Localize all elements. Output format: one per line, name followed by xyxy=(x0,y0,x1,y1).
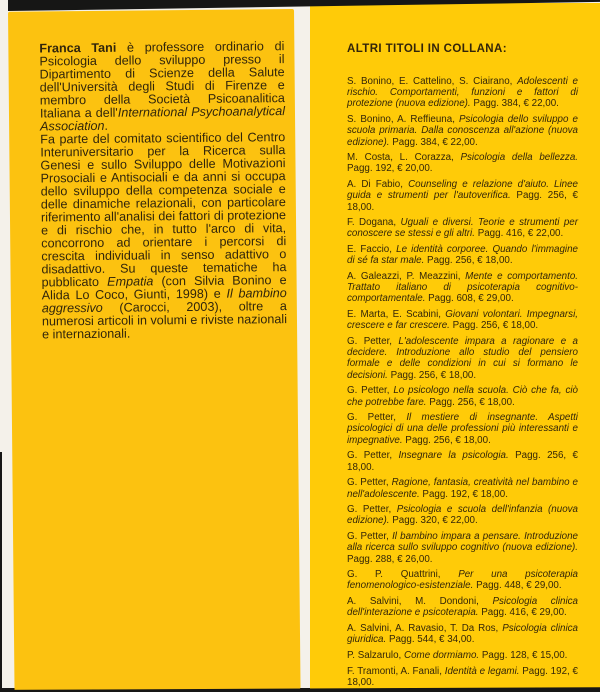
bio-paragraph-2 xyxy=(40,131,287,341)
book-title: Identità e legami. xyxy=(444,665,520,677)
book-pages: Pagg. 256, € 18,00. xyxy=(347,190,578,213)
book-entry xyxy=(347,217,578,239)
book-entry xyxy=(347,179,578,213)
book-authors: G. Petter, xyxy=(347,450,399,462)
book-pages: Pagg. 256, € 18,00. xyxy=(347,450,578,473)
book-entry xyxy=(347,309,578,331)
book-title: Le identità corporee. Quando l'immagine di sé fa star male. xyxy=(347,244,578,267)
book-entry xyxy=(347,666,578,688)
book-entry xyxy=(347,271,578,305)
book-authors: G. Petter, xyxy=(347,477,392,489)
book-title: Counseling e relazione d'aiuto. Linee guida e strumenti per l'autoverifica. xyxy=(347,179,578,202)
book-entry xyxy=(347,623,578,645)
left-flap-panel xyxy=(8,9,301,692)
book-authors: M. Costa, L. Corazza, xyxy=(347,152,461,164)
book-title: Per una psicoterapia fenomenologico-esistenziale. xyxy=(347,569,578,592)
book-authors: F. Dogana, xyxy=(347,217,401,229)
book-title: Lo psicologo nella scuola. Ciò che fa, ciò che potrebbe fare. xyxy=(347,385,578,408)
bio-text-3: (con Silvia Bonino e Alida Lo Coco, Giunti, 1998) e xyxy=(41,273,287,303)
scan-edge-left xyxy=(0,452,2,692)
bio-italic-empatia: Empatia xyxy=(107,274,154,289)
book-authors: A. Salvini, A. Ravasio, T. Da Ros, xyxy=(347,623,503,635)
book-authors: F. Tramonti, A. Fanali, xyxy=(347,665,445,677)
book-entry xyxy=(347,531,578,565)
author-name: Franca Tani xyxy=(39,40,117,56)
book-title: Psicologia clinica giuridica. xyxy=(347,623,578,646)
book-list xyxy=(310,55,600,688)
book-pages: Pagg. 288, € 26,00. xyxy=(347,553,433,565)
book-authors: G. Petter, xyxy=(347,504,397,516)
book-authors: P. Salzarulo, xyxy=(347,649,405,661)
book-pages: Pagg. 256, € 18,00. xyxy=(402,434,491,446)
book-entry xyxy=(347,76,578,110)
book-authors: A. Salvini, M. Dondoni, xyxy=(347,596,493,608)
book-pages: Pagg. 192, € 18,00. xyxy=(347,665,578,688)
book-authors: E. Marta, E. Scabini, xyxy=(347,309,446,321)
book-title: Psicologia e scuola dell'infanzia (nuova edizione). xyxy=(347,504,578,527)
book-pages: Pagg. 256, € 18,00. xyxy=(424,255,513,267)
book-authors: A. Galeazzi, P. Meazzini, xyxy=(347,271,466,283)
book-entry xyxy=(347,596,578,618)
book-authors: E. Faccio, xyxy=(347,244,397,256)
bio-text-2: Fa parte del comitato scientifico del Centro Interuniversitario per la Ricerca sulla Genesi e sullo Sviluppo delle Motivazioni Prosociali e Antisociali e da anni si occupa dello sviluppo della competenza sociale e delle dinamiche relazionali, con particolare riferimento all'analisi dei fattori di protezione e di rischio che, in tutto l'arco di vita, concorrono ad orientare i percorsi di crescita individuali in senso adattivo o disadattivo. Su queste tematiche ha pubblicato xyxy=(40,130,287,290)
book-title: Ragione, fantasia, creatività nel bambino e nell'adolescente. xyxy=(347,477,579,500)
book-authors: G. P. Quattrini, xyxy=(347,569,459,581)
book-authors: G. Petter, xyxy=(347,385,394,397)
book-title: Psicologia della bellezza. xyxy=(460,152,578,164)
book-pages: Pagg. 256, € 18,00. xyxy=(449,320,539,332)
book-entry xyxy=(347,477,578,499)
bio-text-1: è professore ordinario di Psicologia dello sviluppo presso il Dipartimento di Scienze della Salute dell'Università degli Studi di Firenze e membro della Società Psicoanalitica Italiana a dell' xyxy=(39,39,285,121)
book-entry xyxy=(347,114,578,148)
book-pages: Pagg. 416, € 22,00. xyxy=(474,228,564,240)
right-flap-panel xyxy=(310,3,600,689)
book-title: Il bambino impara a pensare. Introduzione alla ricerca sullo sviluppo cognitivo (nuova edizione). xyxy=(347,531,579,554)
bio-text-4: (Carocci, 2003), oltre a numerosi articoli in volumi e riviste nazionali e internazionali. xyxy=(41,299,288,342)
book-entry xyxy=(347,650,578,661)
book-authors: A. Di Fabio, xyxy=(347,179,409,191)
book-pages: Pagg. 384, € 22,00. xyxy=(389,136,478,148)
book-authors: S. Bonino, A. Reffieuna, xyxy=(347,114,459,126)
book-entry xyxy=(347,385,578,407)
book-title: Psicologia clinica dell'interazione e psicoterapia. xyxy=(347,596,578,619)
bio-text-period: . xyxy=(104,118,109,133)
book-title: Adolescenti e rischio. Comportamenti, funzioni e fattori di protezione (nuova edizione). xyxy=(347,76,578,110)
book-pages: Pagg. 192, € 20,00. xyxy=(347,163,433,175)
book-pages: Pagg. 256, € 18,00. xyxy=(387,369,477,381)
book-authors: G. Petter, xyxy=(347,336,399,348)
book-pages: Pagg. 544, € 34,00. xyxy=(386,634,475,646)
book-title: Uguali e diversi. Teorie e strumenti per conoscere se stessi e gli altri. xyxy=(347,217,578,240)
book-pages: Pagg. 416, € 29,00. xyxy=(478,607,567,619)
bio-italic-association: International Psychoanalytical Association xyxy=(40,104,286,134)
book-title: Insegnare la psicologia. xyxy=(398,450,509,462)
book-pages: Pagg. 128, € 15,00. xyxy=(479,649,568,661)
book-pages: Pagg. 256, € 18,00. xyxy=(426,396,515,408)
book-pages: Pagg. 448, € 29,00. xyxy=(473,580,562,592)
author-bio xyxy=(8,9,297,342)
book-entry xyxy=(347,569,578,591)
book-entry xyxy=(347,412,578,446)
bio-paragraph-1 xyxy=(39,40,285,133)
book-authors: S. Bonino, E. Cattelino, S. Ciairano, xyxy=(347,76,518,87)
book-authors: G. Petter, xyxy=(347,412,407,424)
book-entry xyxy=(347,152,578,174)
book-pages: Pagg. 320, € 22,00. xyxy=(389,515,478,527)
book-title: Giovani volontari. Impegnarsi, crescere e far crescere. xyxy=(347,309,578,332)
book-title: Psicologia dello sviluppo e scuola primaria. Dalla conoscenza all'azione (nuova edizione). xyxy=(347,114,578,148)
book-title: L'adolescente impara a ragionare e a decidere. Introduzione allo studio del pensiero formale e delle condizioni in cui si formano le decisioni. xyxy=(347,336,578,381)
book-entry xyxy=(347,504,578,526)
book-entry xyxy=(347,244,578,266)
book-title: Il mestiere di insegnante. Aspetti psicologici di una delle professioni più interessanti e impegnative. xyxy=(347,412,578,446)
book-pages: Pagg. 608, € 29,00. xyxy=(425,293,514,305)
book-pages: Pagg. 384, € 22,00. xyxy=(470,98,559,110)
book-entry xyxy=(347,450,578,472)
bio-italic-bambino-aggressivo: Il bambino aggressivo xyxy=(41,286,287,316)
book-entry xyxy=(347,336,578,381)
book-pages: Pagg. 192, € 18,00. xyxy=(419,488,508,500)
book-title: Come dormiamo. xyxy=(404,649,480,661)
book-authors: G. Petter, xyxy=(347,531,393,543)
series-heading: ALTRI TITOLI IN COLLANA: xyxy=(347,43,507,55)
book-title: Mente e comportamento. Trattato italiano di psicoterapia cognitivo-comportamentale. xyxy=(347,271,578,305)
